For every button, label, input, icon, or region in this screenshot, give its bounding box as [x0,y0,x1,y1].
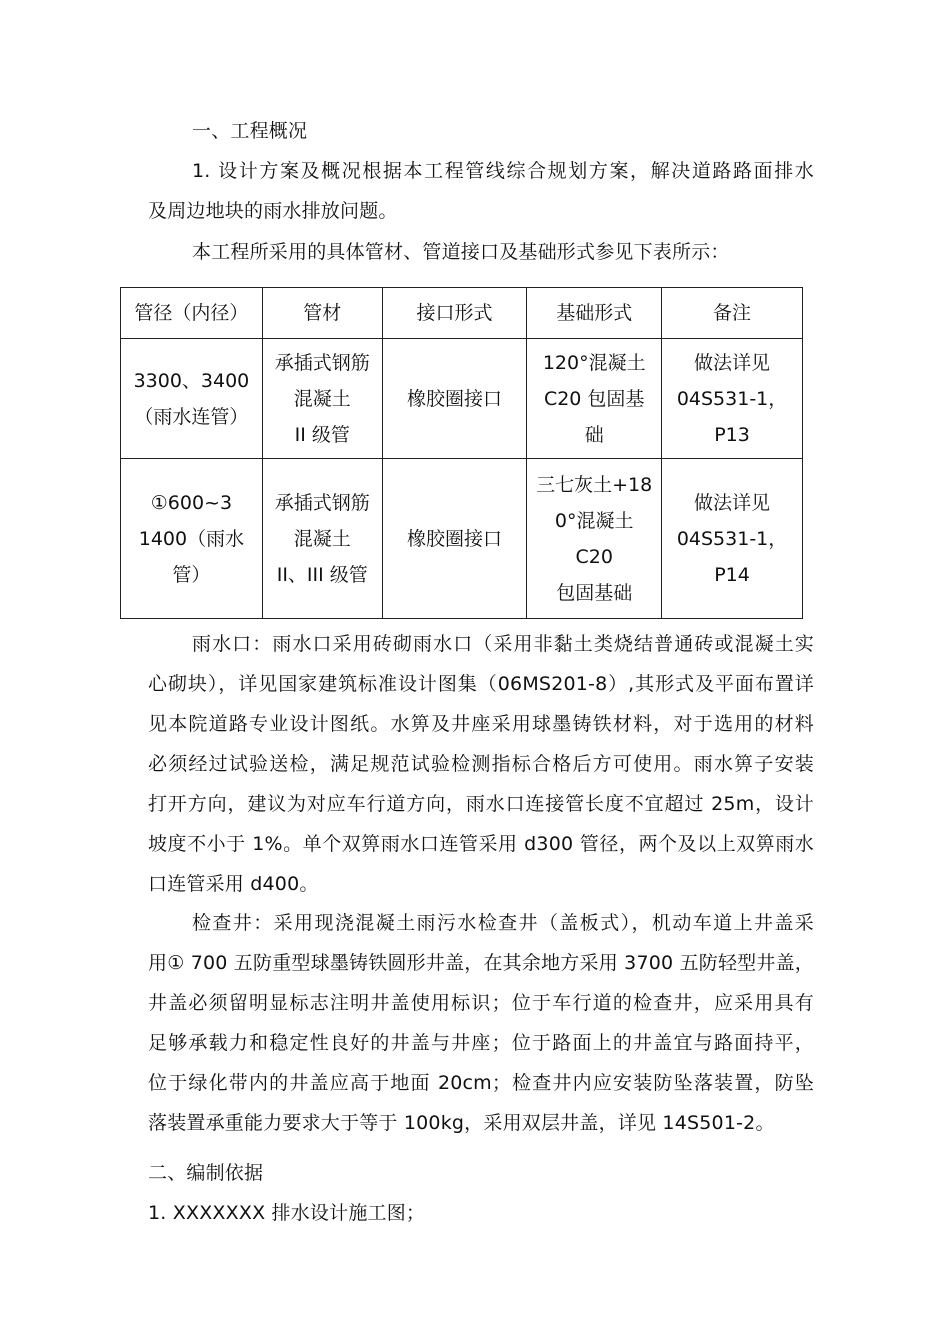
cell-text: 做法详见 [694,351,771,374]
cell-text: 管） [172,563,211,586]
header-joint: 接口形式 [382,288,527,339]
pipe-spec-table [120,287,803,619]
header-material: 管材 [262,288,382,339]
manhole-line-5: 位于绿化带内的井盖应高于地面 20cm；检查井内应安装防坠落装置，防坠 [148,1072,814,1094]
cell-text: 混凝土 [293,527,351,550]
manhole-line-6: 落装置承重能力要求大于等于 100kg，采用双层井盖，详见 14S501-2。 [148,1112,775,1134]
cell-text: 混凝土 [293,387,351,410]
cell-text: II、III 级管 [276,563,368,586]
manhole-line-1: 检查井：采用现浇混凝土雨污水检查井（盖板式），机动车道上井盖采 [192,912,814,934]
table-row [121,459,803,619]
table-header-row [121,288,803,339]
para1-line-2: 及周边地块的雨水排放问题。 [148,200,398,222]
cell-diameter [121,339,263,459]
cell-text: 1400（雨水 [138,527,245,550]
cell-text: P14 [714,563,750,586]
inlet-line-7: 口连管采用 d400。 [148,873,319,895]
cell-text: C20 包固基础 [543,387,645,446]
cell-note [662,339,803,459]
cell-text: 3300、3400 [133,369,250,392]
cell-foundation [527,339,662,459]
cell-diameter [121,459,263,619]
cell-text: （雨水连管） [134,405,249,428]
manhole-line-2: 用① 700 五防重型球墨铸铁圆形井盖，在其余地方采用 3700 五防轻型井盖， [148,952,814,974]
cell-text: 04S531-1， [676,527,788,550]
cell-text: 橡胶圈接口 [406,387,502,410]
cell-material [262,459,382,619]
inlet-line-6: 坡度不小于 1%。单个双箅雨水口连管采用 d300 管径，两个及以上双箅雨水 [148,833,814,855]
cell-text: 橡胶圈接口 [406,527,502,550]
manhole-line-4: 足够承载力和稳定性良好的井盖与井座；位于路面上的井盖宜与路面持平， [148,1032,814,1054]
cell-material [262,339,382,459]
cell-text: P13 [714,423,750,446]
cell-text: 包固基础 [556,581,633,604]
inlet-line-1: 雨水口：雨水口采用砖砌雨水口（采用非黏土类烧结普通砖或混凝土实 [192,633,814,655]
table-row [121,339,803,459]
table-intro: 本工程所采用的具体管材、管道接口及基础形式参见下表所示： [192,241,730,263]
cell-text: 120°混凝土 [542,351,646,374]
cell-note [662,459,803,619]
section1-heading: 一、工程概况 [192,120,308,142]
cell-text: II 级管 [294,423,350,446]
manhole-line-3: 井盖必须留明显标志注明井盖使用标识；位于车行道的检查井，应采用具有 [148,992,814,1014]
cell-joint [382,459,527,619]
inlet-line-4: 必须经过试验送检，满足规范试验检测指标合格后方可使用。雨水箅子安装 [148,753,814,775]
inlet-line-2: 心砌块），详见国家建筑标准设计图集（06MS201-8）,其形式及平面布置详 [148,673,814,695]
cell-text: 三七灰土+18 [536,473,653,496]
header-foundation: 基础形式 [527,288,662,339]
cell-joint [382,339,527,459]
header-note: 备注 [662,288,803,339]
cell-foundation [527,459,662,619]
cell-text: 做法详见 [694,491,771,514]
cell-text: 04S531-1， [676,387,788,410]
para1-line-1: 1. 设计方案及概况根据本工程管线综合规划方案，解决道路路面排水 [192,160,814,182]
cell-text: 承插式钢筋 [274,351,370,374]
section2-heading: 二、编制依据 [148,1162,264,1184]
cell-text: 承插式钢筋 [274,491,370,514]
inlet-line-5: 打开方向，建议为对应车行道方向，雨水口连接管长度不宜超过 25m，设计 [148,793,814,815]
inlet-line-3: 见本院道路专业设计图纸。水箅及井座采用球墨铸铁材料，对于选用的材料 [148,713,814,735]
header-diameter: 管径（内径） [121,288,263,339]
cell-text: ①600~3 [150,491,233,514]
section2-item-1: 1. XXXXXXX 排水设计施工图； [148,1202,426,1224]
cell-text: 0°混凝土 C20 [554,509,634,568]
